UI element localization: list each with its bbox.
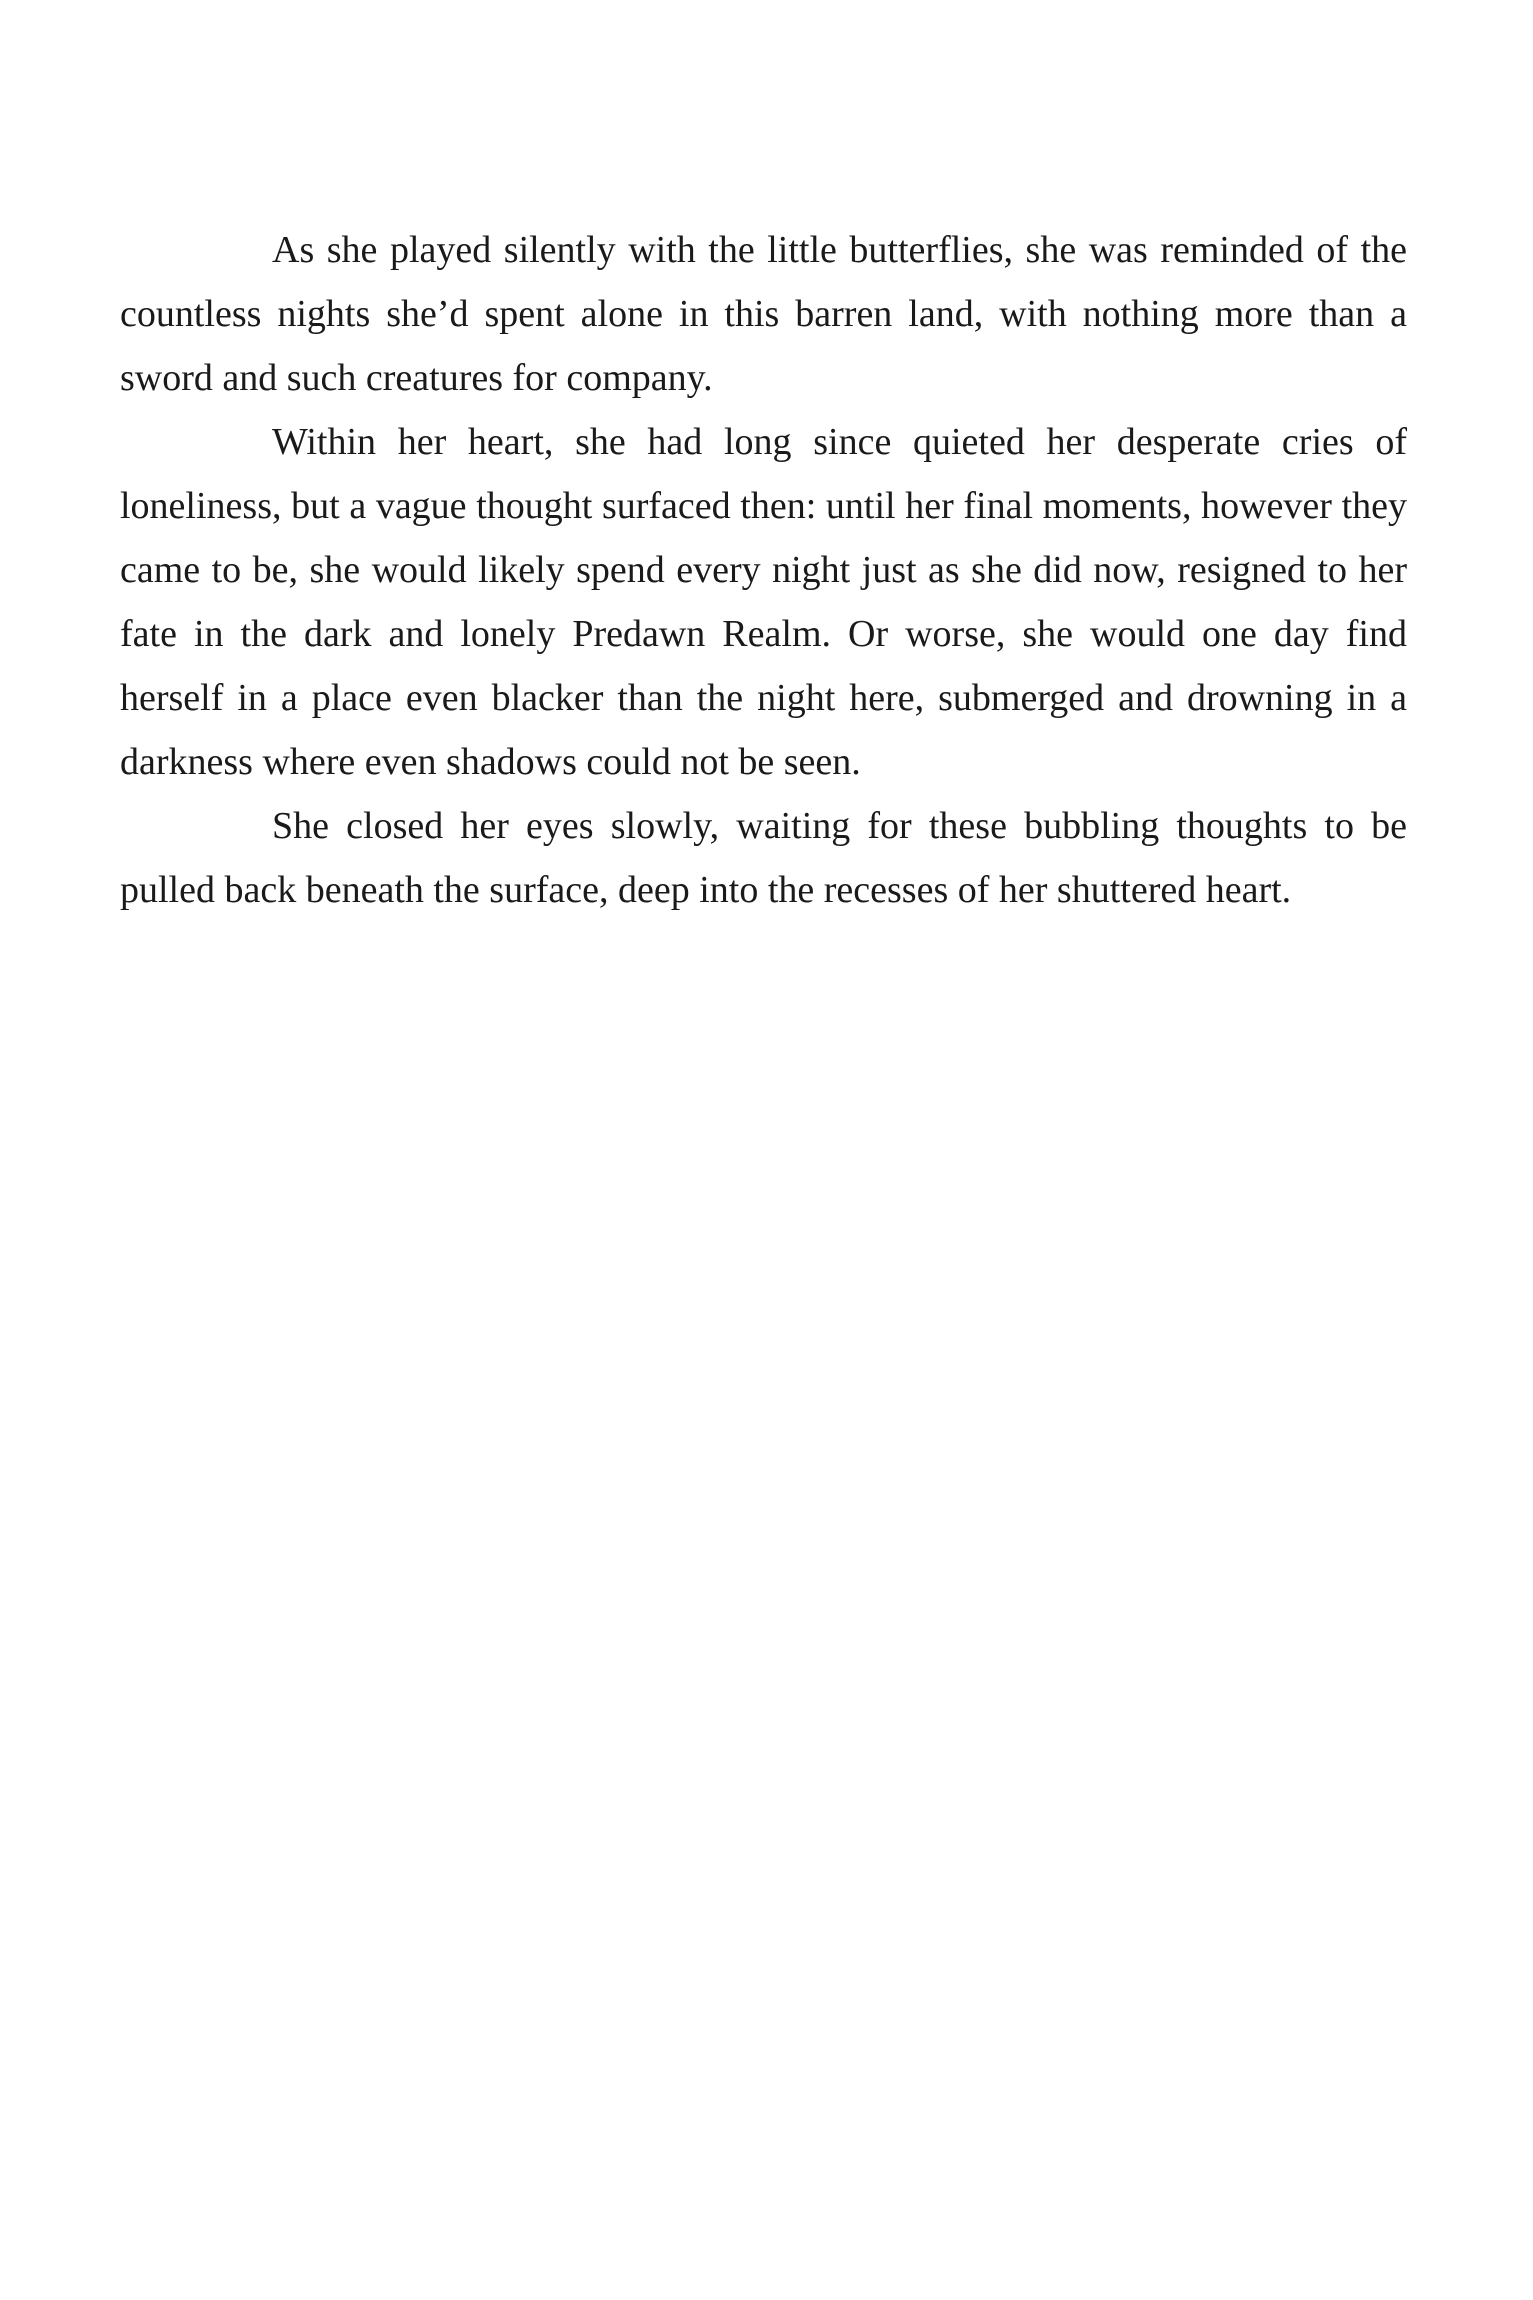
paragraph-2: Within her heart, she had long since quieted her desperate cries of loneliness, but a vague thought surfaced then: until her final moments, however they came to be, she would likely spend every night just as she did now, resigned to her fate in the dark and lonely Predawn Realm. Or worse, she would one day find herself in a place even blacker than the night here, submerged and drowning in a darkness where even shadows could not be seen. xyxy=(120,421,1407,783)
paragraph-1: As she played silently with the little butterflies, she was reminded of the countless nights she’d spent alone in this barren land, with nothing more than a sword and such creatures for company. xyxy=(120,229,1407,399)
paragraph-3: She closed her eyes slowly, waiting for these bubbling thoughts to be pulled back beneath the surface, deep into the recesses of her shuttered heart. xyxy=(120,805,1407,911)
body-text xyxy=(120,218,1407,922)
